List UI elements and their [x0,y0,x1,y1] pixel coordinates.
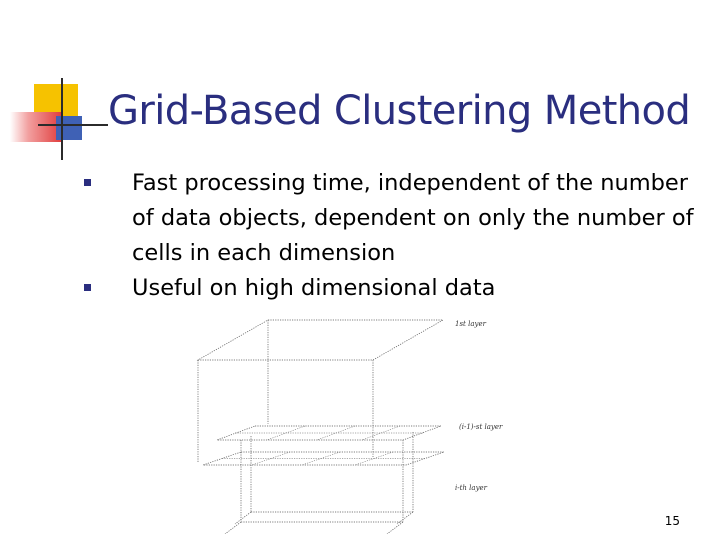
page-number: 15 [664,514,680,528]
grid-layers-svg [195,312,525,534]
grid-line [267,426,305,440]
corner-logo [0,0,110,170]
bullet-text: Useful on high dimensional data [132,275,496,301]
grid-line [355,452,393,465]
wall-line [225,522,241,534]
top-layer-label: 1st layer [455,320,486,328]
square-bullet-icon [84,284,91,291]
bullet-text: Fast processing time, independent of the number of data objects, dependent on only the number of cells in each dimension [132,170,694,266]
logo-red-bar [10,112,62,142]
grid-line [252,452,290,465]
bullet-item [84,166,694,271]
bullet-list [84,166,694,306]
logo-vertical-line [61,78,63,160]
grid-line [302,452,340,465]
grid-line [317,426,355,440]
middle-layer-label: (i-1)-st layer [459,423,503,431]
bottom-layer-label: i-th layer [455,484,488,492]
bullet-item [84,271,694,306]
slide-title: Grid-Based Clustering Method [108,88,691,134]
grid-layers-diagram [195,312,525,534]
logo-blue-square [56,116,82,140]
top-layer-plane [198,320,443,360]
square-bullet-icon [84,179,91,186]
wall-line [397,512,413,524]
wall-line [387,522,403,534]
logo-horizontal-line [38,124,108,126]
